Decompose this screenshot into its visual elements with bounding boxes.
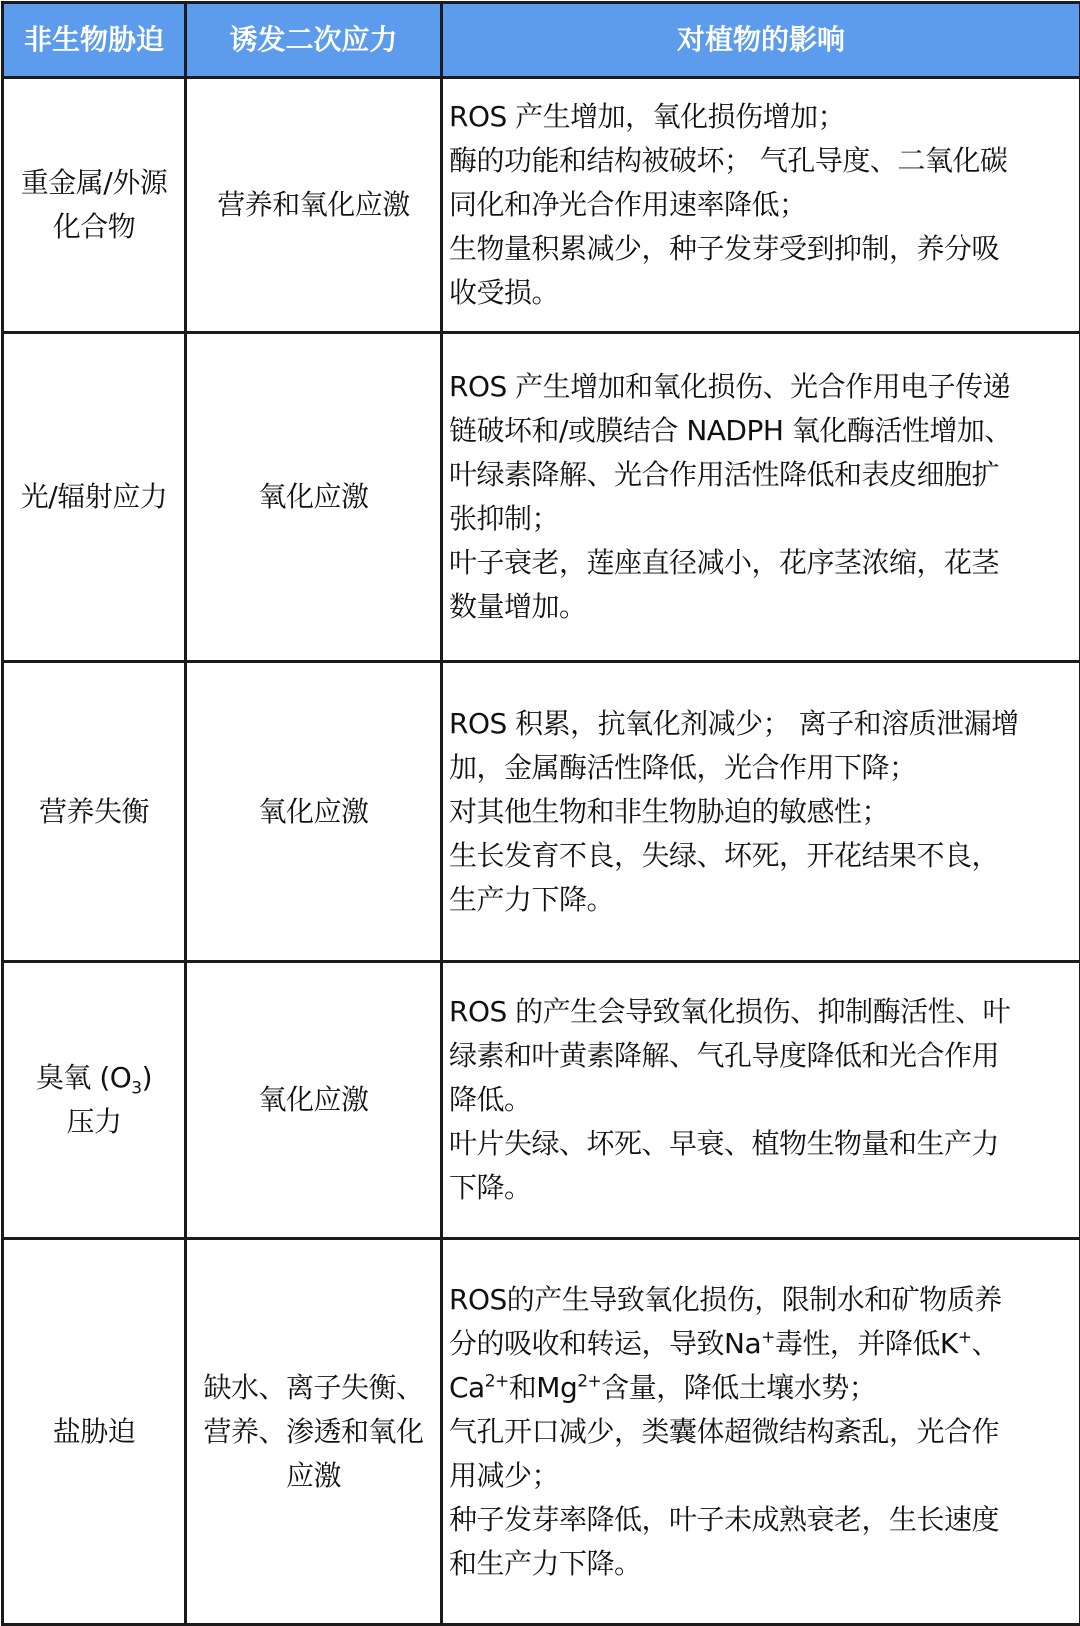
effects-cell — [442, 662, 1080, 962]
header-row — [3, 3, 1080, 78]
effects-line: 加，金属酶活性降低，光合作用下降； — [449, 746, 1075, 790]
table-row — [3, 1239, 1080, 1625]
abiotic-stress-table — [1, 1, 1080, 1626]
effects-cell — [442, 962, 1080, 1239]
effects-line: 降低。 — [449, 1078, 1075, 1122]
secondary-stress-cell — [186, 78, 442, 333]
secondary-stress-text: 应激 — [193, 1454, 434, 1498]
effects-cell — [442, 78, 1080, 333]
stress-text: 营养失衡 — [10, 790, 178, 834]
effects-line: 收受损。 — [449, 271, 1075, 315]
effects-line: 绿素和叶黄素降解、气孔导度降低和光合作用 — [449, 1034, 1075, 1078]
secondary-stress-text: 营养、渗透和氧化 — [193, 1410, 434, 1454]
effects-line: ROS 的产生会导致氧化损伤、抑制酶活性、叶 — [449, 990, 1075, 1034]
table-row — [3, 333, 1080, 662]
stress-cell — [3, 1239, 186, 1625]
stress-text: 压力 — [10, 1100, 178, 1144]
effects-line: 数量增加。 — [449, 585, 1075, 629]
header-secondary-stress: 诱发二次应力 — [186, 3, 442, 78]
stress-cell — [3, 333, 186, 662]
effects-line: 气孔开口减少，类囊体超微结构紊乱，光合作 — [449, 1410, 1075, 1454]
effects-line: ROS 产生增加，氧化损伤增加； — [449, 95, 1075, 139]
secondary-stress-cell — [186, 962, 442, 1239]
effects-line: 张抑制； — [449, 497, 1075, 541]
stress-text: 盐胁迫 — [10, 1410, 178, 1454]
effects-line: ROS 产生增加和氧化损伤、光合作用电子传递 — [449, 365, 1075, 409]
secondary-stress-text: 氧化应激 — [193, 1078, 434, 1122]
effects-text-part: 和Mg — [509, 1371, 577, 1404]
effects-line: ROS 积累，抗氧化剂减少； 离子和溶质泄漏增 — [449, 702, 1075, 746]
effects-text-part: Ca — [449, 1371, 485, 1404]
effects-line: 同化和净光合作用速率降低； — [449, 183, 1075, 227]
effects-cell — [442, 1239, 1080, 1625]
effects-line: 种子发芽率降低，叶子未成熟衰老，生长速度 — [449, 1498, 1075, 1542]
effects-line: 叶片失绿、坏死、早衰、植物生物量和生产力 — [449, 1122, 1075, 1166]
stress-cell — [3, 962, 186, 1239]
effects-text-part: 、 — [971, 1327, 999, 1360]
effects-line: 生长发育不良，失绿、坏死，开花结果不良， — [449, 834, 1075, 878]
stress-text-part: 臭氧 (O — [36, 1061, 131, 1094]
header-abiotic-stress: 非生物胁迫 — [3, 3, 186, 78]
stress-cell — [3, 78, 186, 333]
table-row — [3, 78, 1080, 333]
header-plant-effects: 对植物的影响 — [442, 3, 1080, 78]
effects-text-part: 含量，降低土壤水势； — [601, 1371, 876, 1404]
stress-text: 光/辐射应力 — [10, 475, 178, 519]
effects-line: ROS的产生导致氧化损伤，限制水和矿物质养 — [449, 1278, 1075, 1322]
secondary-stress-cell — [186, 662, 442, 962]
secondary-stress-text: 缺水、离子失衡、 — [193, 1366, 434, 1410]
effects-line: 下降。 — [449, 1166, 1075, 1210]
stress-text — [10, 1056, 178, 1100]
effects-line: 链破坏和/或膜结合 NADPH 氧化酶活性增加、 — [449, 409, 1075, 453]
effects-line: 叶子衰老，莲座直径减小，花序茎浓缩，花茎 — [449, 541, 1075, 585]
secondary-stress-text: 氧化应激 — [193, 475, 434, 519]
effects-line: 酶的功能和结构被破坏； 气孔导度、二氧化碳 — [449, 139, 1075, 183]
ion-charge-superscript: 2+ — [485, 1371, 509, 1391]
ion-charge-superscript: 2+ — [577, 1371, 601, 1391]
effects-line: 生物量积累减少，种子发芽受到抑制，养分吸 — [449, 227, 1075, 271]
effects-text-part: 毒性，并降低K — [775, 1327, 958, 1360]
ozone-subscript: 3 — [131, 1079, 141, 1099]
stress-text: 化合物 — [10, 205, 178, 249]
table-row — [3, 662, 1080, 962]
effects-line: 叶绿素降解、光合作用活性降低和表皮细胞扩 — [449, 453, 1075, 497]
effects-line: 用减少； — [449, 1454, 1075, 1498]
effects-line — [449, 1322, 1075, 1366]
effects-line: 和生产力下降。 — [449, 1542, 1075, 1586]
secondary-stress-cell — [186, 333, 442, 662]
secondary-stress-cell — [186, 1239, 442, 1625]
effects-line: 对其他生物和非生物胁迫的敏感性； — [449, 790, 1075, 834]
stress-text: 重金属/外源 — [10, 161, 178, 205]
ion-charge-superscript: + — [958, 1327, 972, 1347]
effects-cell — [442, 333, 1080, 662]
stress-text-part: ) — [142, 1061, 152, 1094]
effects-text-part: 分的吸收和转运，导致Na — [449, 1327, 761, 1360]
effects-line: 生产力下降。 — [449, 878, 1075, 922]
ion-charge-superscript: + — [761, 1327, 775, 1347]
effects-line — [449, 1366, 1075, 1410]
secondary-stress-text: 营养和氧化应激 — [193, 183, 434, 227]
secondary-stress-text: 氧化应激 — [193, 790, 434, 834]
table-row — [3, 962, 1080, 1239]
stress-cell — [3, 662, 186, 962]
